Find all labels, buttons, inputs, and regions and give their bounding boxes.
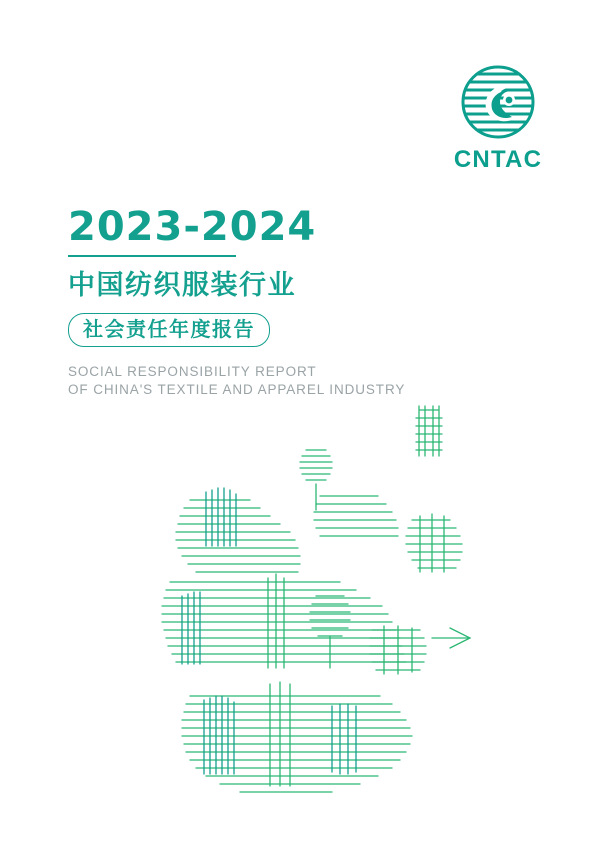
title-divider (68, 255, 236, 257)
cover-subtitle-cn: 社会责任年度报告 (68, 313, 270, 347)
cover-title-cn: 中国纺织服装行业 (68, 270, 296, 301)
cover-illustration (120, 400, 520, 820)
cntac-mark-icon (460, 64, 536, 140)
logo-block (452, 64, 544, 174)
cover-subtitle-wrap (68, 313, 488, 347)
cover-title-en (68, 363, 488, 399)
cover-title-en-line2: OF CHINA'S TEXTILE AND APPAREL INDUSTRY (68, 382, 406, 397)
cover-year-range: 2023-2024 (68, 204, 317, 250)
title-block (68, 205, 488, 399)
cover-title-en-line1: SOCIAL RESPONSIBILITY REPORT (68, 364, 317, 379)
logo-wordmark: CNTAC (453, 146, 543, 173)
